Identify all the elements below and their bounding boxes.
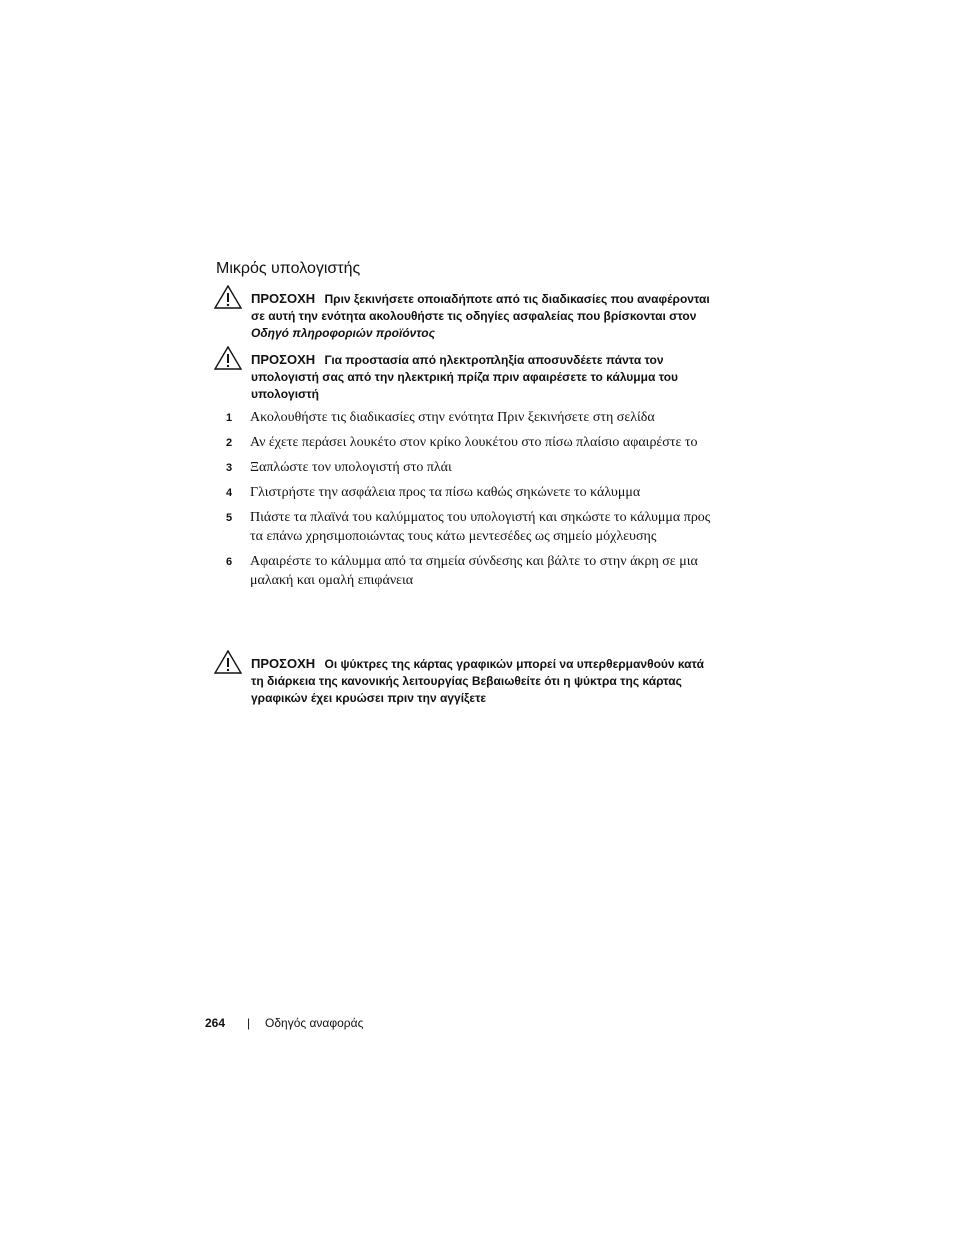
footer-title: Οδηγός αναφοράς (265, 1016, 364, 1030)
caution-text (251, 351, 714, 403)
step-number: 1 (226, 412, 233, 424)
list-item (226, 508, 716, 546)
caution-body: Για προστασία από ηλεκτροπληξία αποσυνδέετε πάντα τον υπολογιστή σας από την ηλεκτρική πρίζα πριν αφαιρέσετε το κάλυμμα του υπολογιστή (251, 353, 679, 401)
step-number: 4 (226, 487, 233, 499)
step-text: Γλιστρήστε την ασφάλεια προς τα πίσω καθώς σηκώνετε το κάλυμμα (250, 485, 641, 500)
page-footer (205, 1015, 364, 1031)
step-text: Αφαιρέστε το κάλυμμα από τα σημεία σύνδεσης και βάλτε το στην άκρη σε μια μαλακή και ομαλή επιφάνεια (250, 554, 698, 588)
list-item (226, 433, 716, 452)
step-text: Ακολουθήστε τις διαδικασίες στην ενότητα Πριν ξεκινήσετε στη σελίδα (250, 410, 655, 425)
list-item (226, 483, 716, 502)
step-number: 2 (226, 437, 233, 449)
step-text: Ξαπλώστε τον υπολογιστή στο πλάι (250, 460, 452, 475)
step-text: Αν έχετε περάσει λουκέτο στον κρίκο λουκέτου στο πίσω πλαίσιο αφαιρέστε το (250, 435, 698, 450)
step-number: 3 (226, 462, 233, 474)
caution-body-italic: Οδηγό πληροφοριών προϊόντος (251, 326, 435, 340)
warning-triangle-icon (214, 285, 242, 309)
list-item (226, 408, 716, 427)
caution-notice-3 (214, 655, 714, 707)
caution-label: ΠΡΟΣΟΧΗ (251, 352, 316, 367)
caution-body: Οι ψύκτρες της κάρτας γραφικών μπορεί να υπερθερμανθούν κατά τη διάρκεια της κανονικής λειτουργίας Βεβαιωθείτε ότι η ψύκτρα της κάρτας γραφικών έχει κρυώσει πριν την αγγίξετε (251, 657, 704, 705)
page-number: 264 (205, 1016, 226, 1030)
caution-body: Πριν ξεκινήσετε οποιαδήποτε από τις διαδικασίες που αναφέρονται σε αυτή την ενότητα ακολουθήστε τις οδηγίες ασφαλείας που βρίσκονται στον (251, 292, 710, 323)
step-number: 5 (226, 512, 233, 524)
warning-triangle-icon (214, 346, 242, 370)
caution-notice-2 (214, 351, 714, 403)
caution-label: ΠΡΟΣΟΧΗ (251, 656, 316, 671)
list-item (226, 552, 716, 590)
section-title: Μικρός υπολογιστής (216, 260, 361, 277)
step-number: 6 (226, 556, 233, 568)
caution-text (251, 290, 714, 342)
caution-label: ΠΡΟΣΟΧΗ (251, 291, 316, 306)
caution-text (251, 655, 714, 707)
footer-separator: | (247, 1016, 251, 1030)
caution-notice-1 (214, 290, 714, 342)
procedure-steps (226, 408, 716, 596)
list-item (226, 458, 716, 477)
step-text: Πιάστε τα πλαϊνά του καλύμματος του υπολογιστή και σηκώστε το κάλυμμα προς τα επάνω χρησιμοποιώντας τους κάτω μεντεσέδες ως σημείο μόχλευσης (250, 510, 711, 544)
warning-triangle-icon (214, 650, 242, 674)
